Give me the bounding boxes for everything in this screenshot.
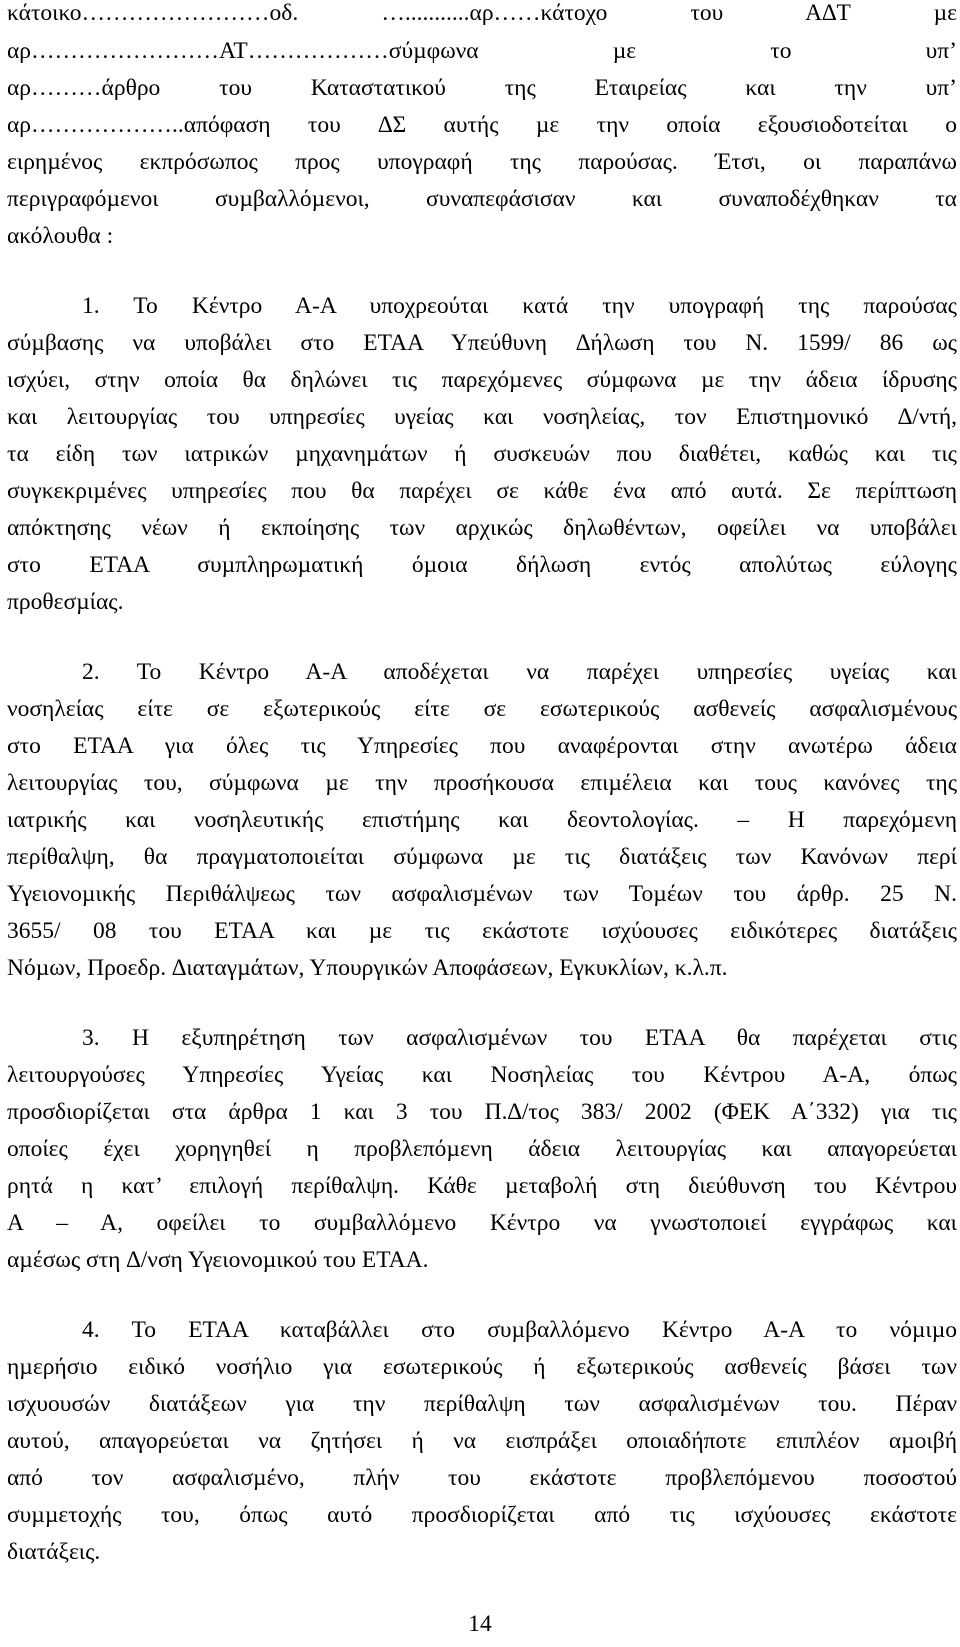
paragraph-3-line: Α – Α, οφείλει το συµβαλλόµενο Κέντρο να γνωστοποιεί εγγράφως και xyxy=(7,1210,957,1236)
paragraph-2-line: περίθαλψη, θα πραγµατοποιείται σύµφωνα µε τις διατάξεις των Κανόνων περί xyxy=(7,844,957,870)
intro-line: κάτοικο……………………οδ. …...........αρ……κάτοχο του Α∆Τ µε xyxy=(7,0,957,26)
paragraph-3-line: 3. Η εξυπηρέτηση των ασφαλισµένων του ΕΤΑΑ θα παρέχεται στις xyxy=(82,1025,957,1051)
intro-line: ακόλουθα : xyxy=(7,223,114,249)
paragraph-2-line: 3655/ 08 του ΕΤΑΑ και µε τις εκάστοτε ισχύουσες ειδικότερες διατάξεις xyxy=(7,918,957,944)
paragraph-1-line: ισχύει, στην οποία θα δηλώνει τις παρεχόµενες σύµφωνα µε την άδεια ίδρυσης xyxy=(7,367,957,393)
paragraph-4-line: διατάξεις. xyxy=(7,1539,101,1565)
paragraph-3-line: οποίες έχει χορηγηθεί η προβλεπόµενη άδεια λειτουργίας και απαγορεύεται xyxy=(7,1136,957,1162)
paragraph-2-line: Νόµων, Προεδρ. ∆ιαταγµάτων, Υπουργικών Αποφάσεων, Εγκυκλίων, κ.λ.π. xyxy=(7,955,728,981)
paragraph-4-line: αυτού, απαγορεύεται να ζητήσει ή να εισπράξει οποιαδήποτε επιπλέον αµοιβή xyxy=(7,1428,957,1454)
intro-line: ειρηµένος εκπρόσωπος προς υπογραφή της παρούσας. Έτσι, οι παραπάνω xyxy=(7,149,957,175)
paragraph-2-line: 2. Το Κέντρο Α-Α αποδέχεται να παρέχει υπηρεσίες υγείας και xyxy=(82,659,957,685)
paragraph-1-line: και λειτουργίας του υπηρεσίες υγείας και νοσηλείας, τον Επιστηµονικό ∆/ντή, xyxy=(7,404,957,430)
intro-line: περιγραφόµενοι συµβαλλόµενοι, συναπεφάσισαν και συναποδέχθηκαν τα xyxy=(7,186,957,212)
paragraph-2-line: νοσηλείας είτε σε εξωτερικούς είτε σε εσωτερικούς ασθενείς ασφαλισµένους xyxy=(7,696,957,722)
page-number: 14 xyxy=(468,1611,492,1637)
paragraph-4-line: ηµερήσιο ειδικό νοσήλιο για εσωτερικούς ή εξωτερικούς ασθενείς βάσει των xyxy=(7,1354,957,1380)
paragraph-1-line: 1. Το Κέντρο Α-Α υποχρεούται κατά την υπογραφή της παρούσας xyxy=(82,293,957,319)
paragraph-4-line: από τον ασφαλισµένο, πλήν του εκάστοτε προβλεπόµενου ποσοστού xyxy=(7,1465,957,1491)
paragraph-4-line: 4. Το ΕΤΑΑ καταβάλλει στο συµβαλλόµενο Κέντρο Α-Α το νόµιµο xyxy=(82,1317,957,1343)
paragraph-2-line: στο ΕΤΑΑ για όλες τις Υπηρεσίες που αναφέρονται στην ανωτέρω άδεια xyxy=(7,733,957,759)
paragraph-3-line: αµέσως στη ∆/νση Υγειονοµικού του ΕΤΑΑ. xyxy=(7,1247,429,1273)
paragraph-1-line: απόκτησης νέων ή εκποίησης των αρχικώς δηλωθέντων, οφείλει να υποβάλει xyxy=(7,515,957,541)
paragraph-2-line: λειτουργίας του, σύµφωνα µε την προσήκουσα επιµέλεια και τους κανόνες της xyxy=(7,770,957,796)
intro-line: αρ……………………ΑΤ………………σύµφωνα µε το υπ’ xyxy=(7,38,957,64)
paragraph-2-line: Υγειονοµικής Περιθάλψεως των ασφαλισµένων των Τοµέων του άρθρ. 25 Ν. xyxy=(7,881,957,907)
paragraph-3-line: λειτουργούσες Υπηρεσίες Υγείας και Νοσηλείας του Κέντρου Α-Α, όπως xyxy=(7,1062,957,1088)
paragraph-1-line: συγκεκριµένες υπηρεσίες που θα παρέχει σε κάθε ένα από αυτά. Σε περίπτωση xyxy=(7,478,957,504)
paragraph-3-line: προσδιορίζεται στα άρθρα 1 και 3 του Π.∆/τος 383/ 2002 (ΦΕΚ Α΄332) για τις xyxy=(7,1099,957,1125)
paragraph-1-line: στο ΕΤΑΑ συµπληρωµατική όµοια δήλωση εντός απολύτως εύλογης xyxy=(7,552,957,578)
paragraph-1-line: σύµβασης να υποβάλει στο ΕΤΑΑ Υπεύθυνη ∆ήλωση του Ν. 1599/ 86 ως xyxy=(7,330,957,356)
paragraph-4-line: ισχυουσών διατάξεων για την περίθαλψη των ασφαλισµένων του. Πέραν xyxy=(7,1391,957,1417)
intro-line: αρ………………..απόφαση του ∆Σ αυτής µε την οποία εξουσιοδοτείται ο xyxy=(7,112,957,138)
paragraph-1-line: τα είδη των ιατρικών µηχανηµάτων ή συσκευών που διαθέτει, καθώς και τις xyxy=(7,441,957,467)
intro-line: αρ………άρθρο του Καταστατικού της Εταιρείας και την υπ’ xyxy=(7,75,957,101)
paragraph-2-line: ιατρικής και νοσηλευτικής επιστήµης και δεοντολογίας. – Η παρεχόµενη xyxy=(7,807,957,833)
paragraph-3-line: ρητά η κατ’ επιλογή περίθαλψη. Κάθε µεταβολή στη διεύθυνση του Κέντρου xyxy=(7,1173,957,1199)
paragraph-4-line: συµµετοχής του, όπως αυτό προσδιορίζεται από τις ισχύουσες εκάστοτε xyxy=(7,1502,957,1528)
paragraph-1-line: προθεσµίας. xyxy=(7,589,124,615)
